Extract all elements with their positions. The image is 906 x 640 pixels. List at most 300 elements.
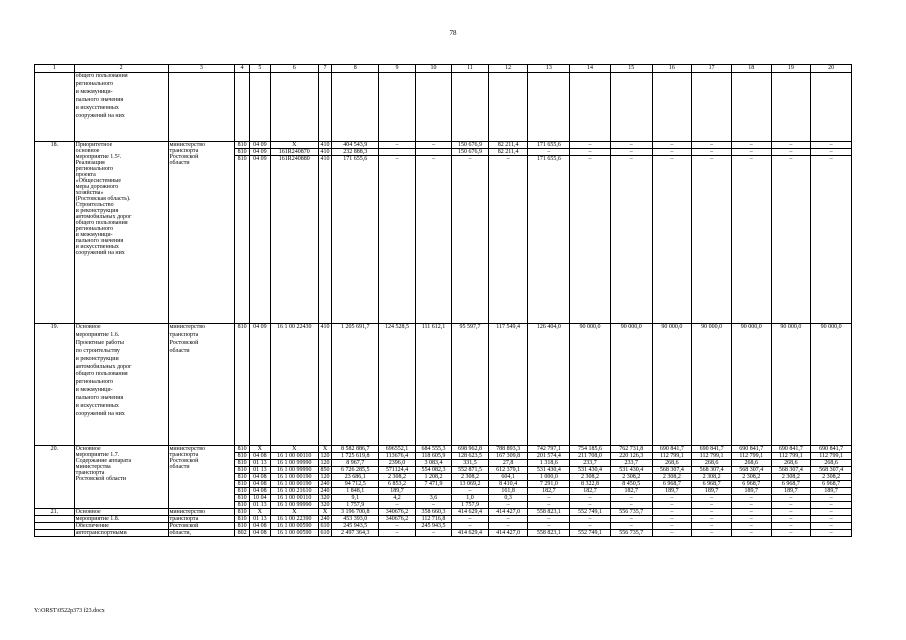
value-cell: 531 430,4	[570, 467, 611, 474]
value-cell: 0,3	[488, 495, 528, 502]
value-cell: 810	[235, 488, 250, 495]
value-cell	[379, 149, 416, 156]
measure-name-cell: общего пользования регионального и межмуници- пального значения и искусственных сооружений на них	[74, 73, 168, 142]
value-cell: 850	[318, 467, 332, 474]
value-cell: –	[692, 523, 732, 530]
value-cell: 16 1 00 00190	[270, 481, 318, 488]
value-cell: 2 308,2	[692, 474, 732, 481]
value-cell: –	[652, 495, 692, 502]
value-cell: 04 08	[249, 481, 270, 488]
value-cell: 90 000,0	[692, 324, 732, 446]
value-cell: 558 823,1	[528, 509, 570, 516]
value-cell: –	[731, 509, 771, 516]
value-cell: 120	[318, 474, 332, 481]
value-cell: 8 410,4	[488, 481, 528, 488]
column-header: 16	[652, 65, 692, 73]
empty-cell	[488, 73, 528, 142]
value-cell: 742 797,1	[528, 446, 570, 453]
value-cell: Х	[249, 446, 270, 453]
empty-cell	[235, 73, 250, 142]
value-cell: –	[731, 495, 771, 502]
value-cell: 698 962,8	[452, 446, 489, 453]
value-cell: 8 450,5	[610, 481, 652, 488]
value-cell: 04 09	[249, 324, 270, 446]
empty-cell	[168, 73, 235, 142]
value-cell: 220 126,3	[610, 453, 652, 460]
column-header: 11	[452, 65, 489, 73]
value-cell: 690 841,7	[811, 446, 852, 453]
executor-line: транспорта	[168, 516, 235, 523]
executor-line: Ростовской	[168, 523, 235, 530]
empty-cell	[731, 73, 771, 142]
value-cell: –	[771, 149, 811, 156]
value-cell: 554 082,3	[415, 467, 452, 474]
value-cell: 531 430,4	[528, 467, 570, 474]
value-cell: 810	[235, 467, 250, 474]
value-cell: 245 943,5	[415, 523, 452, 530]
value-cell: 04 08	[249, 474, 270, 481]
value-cell: 6 968,7	[652, 481, 692, 488]
value-cell: 568 307,4	[731, 467, 771, 474]
value-cell: –	[528, 495, 570, 502]
value-cell: 556 735,7	[610, 530, 652, 537]
value-cell: 8 582 886,7	[332, 446, 379, 453]
value-cell: 16 1 00 99990	[270, 467, 318, 474]
value-cell: 16 1 00 22390	[270, 516, 318, 523]
value-cell: –	[528, 523, 570, 530]
value-cell: 1 318,6	[528, 460, 570, 467]
value-cell: 690 841,7	[771, 446, 811, 453]
value-cell: 161R240880	[270, 156, 318, 324]
value-cell: 1 205 691,7	[332, 324, 379, 446]
value-cell: 233,7	[570, 460, 611, 467]
column-header: 4	[235, 65, 250, 73]
value-cell: –	[570, 502, 611, 509]
value-cell: –	[731, 142, 771, 149]
empty-cell	[652, 73, 692, 142]
value-cell: 112 799,1	[771, 453, 811, 460]
value-cell: 27,8	[488, 460, 528, 467]
value-cell: 16 1 00 21610	[270, 488, 318, 495]
value-cell: 16 1 00 99990	[270, 502, 318, 509]
value-cell: 240	[318, 481, 332, 488]
value-cell: 04 08	[249, 523, 270, 530]
empty-cell	[270, 73, 318, 142]
value-cell: 9,1	[332, 495, 379, 502]
column-header: 1	[35, 65, 75, 73]
value-cell: 810	[235, 142, 250, 149]
column-header: 6	[270, 65, 318, 73]
value-cell: –	[379, 530, 416, 537]
column-header: 2	[74, 65, 168, 73]
value-cell: 112 799,1	[692, 453, 732, 460]
value-cell: –	[692, 502, 732, 509]
value-cell: 3,6	[415, 495, 452, 502]
value-cell: 2 308,2	[811, 474, 852, 481]
value-cell: 414 629,4	[452, 530, 489, 537]
executor-line: области,	[168, 530, 235, 537]
value-cell: 556 735,7	[610, 509, 652, 516]
value-cell: 113676,4	[379, 453, 416, 460]
value-cell: 3 196 700,8	[332, 509, 379, 516]
value-cell: 1 000,0	[528, 474, 570, 481]
value-cell	[415, 488, 452, 495]
value-cell: 16 1 00 22430	[270, 324, 318, 446]
value-cell	[415, 149, 452, 156]
value-cell: 331,5	[452, 460, 489, 467]
value-cell: –	[731, 523, 771, 530]
value-cell: 320	[318, 495, 332, 502]
value-cell: –	[570, 516, 611, 523]
value-cell: 571124,4	[379, 467, 416, 474]
value-cell: 167 309,8	[488, 453, 528, 460]
value-cell: 90 000,0	[570, 324, 611, 446]
value-cell: –	[488, 502, 528, 509]
empty-cell	[771, 73, 811, 142]
value-cell: 4,2	[379, 495, 416, 502]
value-cell: 04 09	[249, 156, 270, 324]
row-number-cell	[35, 523, 75, 530]
value-cell: 552 749,1	[570, 530, 611, 537]
value-cell: 531 430,4	[610, 467, 652, 474]
value-cell: 810	[235, 495, 250, 502]
value-cell: 23 686,1	[332, 474, 379, 481]
row-number-cell	[35, 530, 75, 537]
value-cell: –	[610, 149, 652, 156]
value-cell: 90 000,0	[771, 324, 811, 446]
value-cell: –	[771, 156, 811, 324]
value-cell: –	[610, 142, 652, 149]
empty-cell	[811, 73, 852, 142]
row-number-cell	[35, 516, 75, 523]
value-cell: 01 13	[249, 460, 270, 467]
value-cell: –	[452, 488, 489, 495]
table-row	[35, 324, 852, 446]
value-cell: 1 757,9	[332, 502, 379, 509]
value-cell: 120	[318, 453, 332, 460]
value-cell: –	[452, 516, 489, 523]
executor-cell: министерство транспорта Ростовской области	[168, 142, 235, 324]
value-cell: –	[528, 516, 570, 523]
value-cell: Х	[249, 509, 270, 516]
value-cell: 2396,0	[379, 460, 416, 467]
page-number: 78	[449, 29, 457, 37]
value-cell: –	[379, 156, 416, 324]
value-cell: 810	[235, 460, 250, 467]
value-cell: –	[379, 502, 416, 509]
column-header: 10	[415, 65, 452, 73]
empty-cell	[570, 73, 611, 142]
value-cell: 568 307,4	[771, 467, 811, 474]
value-cell: 01 13	[249, 467, 270, 474]
value-cell: 410	[318, 156, 332, 324]
value-cell: 189,7	[692, 488, 732, 495]
value-cell: –	[811, 495, 852, 502]
value-cell: –	[570, 149, 611, 156]
value-cell: 124 528,5	[379, 324, 416, 446]
measure-name-line: автотранспортными	[74, 530, 168, 537]
column-header: 20	[811, 65, 852, 73]
value-cell: –	[379, 523, 416, 530]
value-cell: 2 308,2	[771, 474, 811, 481]
column-header: 15	[610, 65, 652, 73]
value-cell: 04 09	[249, 142, 270, 149]
value-cell: 754 185,6	[570, 446, 611, 453]
value-cell: 94 712,5	[332, 481, 379, 488]
value-cell: –	[692, 495, 732, 502]
value-cell: 612 379,1	[488, 467, 528, 474]
value-cell: 189,7	[811, 488, 852, 495]
value-cell: 161,8	[488, 488, 528, 495]
value-cell: 161R240870	[270, 149, 318, 156]
value-cell: 414 427,0	[488, 509, 528, 516]
measure-name-cell: Приоритетное основное мероприятие 1.5². Реализация регионального проекта «Общесистемные меры дорожного хозяйства» (Ростовская область). Строительство и реконструкция автомобильных дорог общего пользования регионального и межмуници- пального значения и искусственных сооружений на них	[74, 142, 168, 324]
value-cell: 16 1 00 00190	[270, 474, 318, 481]
value-cell: 810	[235, 474, 250, 481]
row-number-cell: 18.	[35, 142, 75, 324]
value-cell: 189,7	[652, 488, 692, 495]
value-cell: 82 211,4	[488, 149, 528, 156]
value-cell: 802	[235, 530, 250, 537]
value-cell: 762 731,8	[610, 446, 652, 453]
empty-cell	[692, 73, 732, 142]
value-cell: 558 823,1	[528, 530, 570, 537]
value-cell: 182,7	[570, 488, 611, 495]
value-cell: –	[771, 495, 811, 502]
value-cell: 1 757,9	[452, 502, 489, 509]
value-cell: –	[692, 509, 732, 516]
value-cell: –	[570, 142, 611, 149]
value-cell: 404 543,9	[332, 142, 379, 149]
value-cell: –	[652, 523, 692, 530]
value-cell: 245 943,5	[332, 523, 379, 530]
value-cell: –	[811, 530, 852, 537]
value-cell: –	[652, 502, 692, 509]
value-cell: 2 308,2	[379, 474, 416, 481]
value-cell: 6 968,7	[811, 481, 852, 488]
column-header: 9	[379, 65, 416, 73]
value-cell: 414 629,4	[452, 509, 489, 516]
value-cell: 01 13	[249, 502, 270, 509]
column-header: 18	[731, 65, 771, 73]
value-cell: –	[731, 149, 771, 156]
value-cell: 568 307,4	[652, 467, 692, 474]
value-cell: 04 08	[249, 530, 270, 537]
value-cell: –	[811, 523, 852, 530]
value-cell: 90 000,0	[652, 324, 692, 446]
measure-name-cell: Основное мероприятие 1.6. Проектные работы по строительству и реконструкции автомобильных дорог общего пользования регионального и межмуници- пального значения и искусственных сооружений на них	[74, 324, 168, 446]
value-cell: –	[610, 523, 652, 530]
value-cell: 189,7	[379, 488, 416, 495]
value-cell: –	[731, 516, 771, 523]
value-cell: –	[488, 156, 528, 324]
column-header: 8	[332, 65, 379, 73]
table-row	[35, 530, 852, 537]
value-cell: 16 1 00 00110	[270, 495, 318, 502]
value-cell: 2 497 364,3	[332, 530, 379, 537]
value-cell: 320	[318, 502, 332, 509]
value-cell: 171 655,6	[528, 156, 570, 324]
value-cell: 268,6	[692, 460, 732, 467]
value-cell: 810	[235, 453, 250, 460]
value-cell: 182,7	[528, 488, 570, 495]
value-cell: 410	[318, 149, 332, 156]
value-cell: –	[452, 156, 489, 324]
value-cell: 690 841,7	[692, 446, 732, 453]
value-cell: 04 09	[249, 149, 270, 156]
value-cell: Х	[270, 509, 318, 516]
value-cell: 150 676,9	[452, 149, 489, 156]
value-cell: –	[652, 530, 692, 537]
value-cell: 6 853,2	[379, 481, 416, 488]
value-cell: 2 308,2	[452, 474, 489, 481]
value-cell: 788 893,3	[488, 446, 528, 453]
value-cell: –	[570, 156, 611, 324]
value-cell: 189,7	[771, 488, 811, 495]
value-cell: 6 968,7	[731, 481, 771, 488]
value-cell: 684 555,3	[415, 446, 452, 453]
value-cell: –	[652, 516, 692, 523]
value-cell: 358 660,3	[415, 509, 452, 516]
value-cell: 01 13	[249, 516, 270, 523]
value-cell: 552 749,1	[570, 509, 611, 516]
value-cell: –	[811, 156, 852, 324]
value-cell: –	[415, 530, 452, 537]
value-cell: 16 1 00 00110	[270, 453, 318, 460]
value-cell: 04 08	[249, 453, 270, 460]
value-cell: 552 871,5	[452, 467, 489, 474]
value-cell: 171 655,6	[528, 142, 570, 149]
measure-name-line: Обеспечение	[74, 523, 168, 530]
value-cell: 150 676,9	[452, 142, 489, 149]
column-header: 17	[692, 65, 732, 73]
value-cell: 1 725 619,8	[332, 453, 379, 460]
value-cell: 95 597,7	[452, 324, 489, 446]
value-cell: 240	[318, 516, 332, 523]
value-cell: –	[415, 142, 452, 149]
column-header: 7	[318, 65, 332, 73]
value-cell: –	[570, 523, 611, 530]
value-cell: 04 08	[249, 488, 270, 495]
value-cell: 126 404,0	[528, 324, 570, 446]
value-cell: 2 308,2	[570, 474, 611, 481]
executor-cell: министерство транспорта Ростовской области	[168, 446, 235, 509]
value-cell: 6 968,7	[692, 481, 732, 488]
value-cell: 810	[235, 509, 250, 516]
value-cell: –	[731, 530, 771, 537]
value-cell: –	[811, 516, 852, 523]
value-cell: –	[652, 149, 692, 156]
value-cell: 696552,1	[379, 446, 416, 453]
value-cell: Х	[270, 142, 318, 149]
value-cell: –	[731, 502, 771, 509]
table-row	[35, 142, 852, 149]
footer-file-path: Y:\ORST\0522p373 f23.docx	[34, 608, 105, 614]
value-cell: 128 623,5	[452, 453, 489, 460]
table-row	[35, 516, 852, 523]
value-cell: 111 612,1	[415, 324, 452, 446]
value-cell: 189,7	[731, 488, 771, 495]
value-cell: –	[610, 516, 652, 523]
empty-cell	[249, 73, 270, 142]
value-cell: 118 605,9	[415, 453, 452, 460]
value-cell: 240	[318, 488, 332, 495]
value-cell: 3 083,4	[415, 460, 452, 467]
value-cell: 8 967,7	[332, 460, 379, 467]
column-header: 5	[249, 65, 270, 73]
value-cell: –	[811, 142, 852, 149]
value-cell: –	[652, 156, 692, 324]
executor-line: министерство	[168, 509, 235, 516]
value-cell: –	[771, 509, 811, 516]
value-cell: –	[771, 142, 811, 149]
empty-cell	[332, 73, 379, 142]
value-cell: 112 716,8	[415, 516, 452, 523]
value-cell: –	[811, 502, 852, 509]
row-number-cell: 20.	[35, 446, 75, 509]
value-cell: 6 968,7	[771, 481, 811, 488]
header-row	[35, 65, 852, 73]
value-cell: 233,7	[610, 460, 652, 467]
value-cell: 171 655,6	[332, 156, 379, 324]
value-cell: –	[379, 142, 416, 149]
value-cell: –	[771, 516, 811, 523]
column-header: 12	[488, 65, 528, 73]
value-cell: 1 208,2	[415, 474, 452, 481]
value-cell: –	[415, 502, 452, 509]
value-cell: –	[692, 516, 732, 523]
value-cell: –	[652, 509, 692, 516]
empty-cell	[528, 73, 570, 142]
value-cell: –	[610, 156, 652, 324]
value-cell: 201 574,4	[528, 453, 570, 460]
value-cell: 810	[235, 502, 250, 509]
value-cell: 810	[235, 481, 250, 488]
empty-cell	[415, 73, 452, 142]
value-cell: 340676,2	[379, 509, 416, 516]
value-cell: –	[731, 156, 771, 324]
value-cell: 16 1 00 99990	[270, 460, 318, 467]
value-cell: 13 069,2	[452, 481, 489, 488]
value-cell: 604,1	[488, 474, 528, 481]
table-row	[35, 523, 852, 530]
value-cell: 568 307,4	[811, 467, 852, 474]
value-cell: –	[692, 156, 732, 324]
value-cell: 90 000,0	[811, 324, 852, 446]
value-cell: 112 799,1	[652, 453, 692, 460]
value-cell: 2 308,2	[610, 474, 652, 481]
value-cell: 112 799,1	[731, 453, 771, 460]
row-number-cell	[35, 73, 75, 142]
value-cell: 810	[235, 523, 250, 530]
table-row	[35, 509, 852, 516]
row-number-cell: 21.	[35, 509, 75, 516]
value-cell: 1 848,1	[332, 488, 379, 495]
value-cell: 810	[235, 156, 250, 324]
value-cell: –	[570, 495, 611, 502]
value-cell: 690 841,7	[652, 446, 692, 453]
value-cell: 414 427,0	[488, 530, 528, 537]
value-cell: –	[528, 502, 570, 509]
value-cell: 232 888,3	[332, 149, 379, 156]
value-cell: –	[610, 495, 652, 502]
value-cell: 340676,2	[379, 516, 416, 523]
value-cell: 2 308,2	[731, 474, 771, 481]
row-number-cell: 19.	[35, 324, 75, 446]
value-cell: 16 1 00 00590	[270, 530, 318, 537]
empty-cell	[610, 73, 652, 142]
empty-cell	[452, 73, 489, 142]
